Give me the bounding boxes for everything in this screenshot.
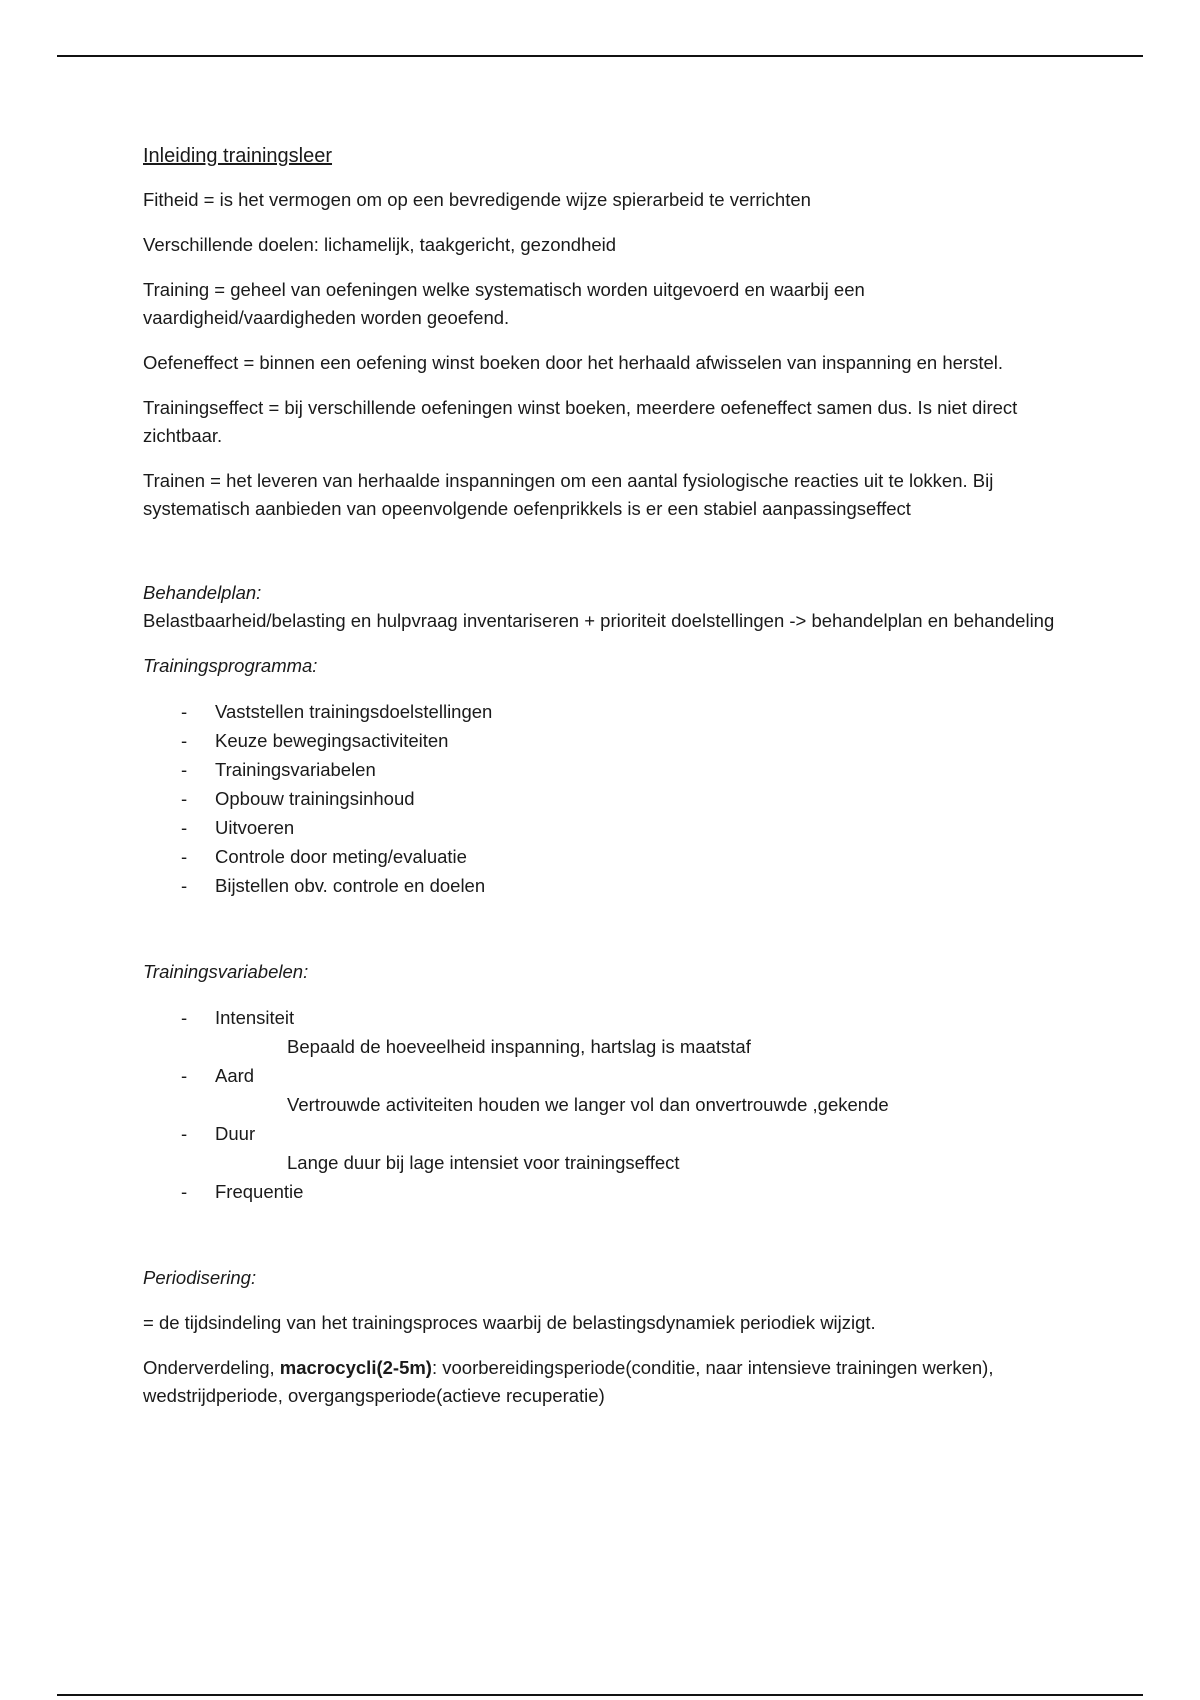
list-item: - Trainingsvariabelen xyxy=(181,755,1063,784)
trainingsvariabelen-list xyxy=(143,1003,1063,1206)
onderverdeling-bold: macrocycli(2-5m) xyxy=(279,1357,432,1378)
intro-trainen: Trainen = het leveren van herhaalde inspanningen om een aantal fysiologische reacties uit te lokken. Bij systematisch aanbieden van opeenvolgende oefenprikkels is er een stabiel aanpassingseffect xyxy=(143,470,994,519)
onderverdeling-prefix: Onderverdeling, xyxy=(143,1357,280,1378)
variabele-name: Intensiteit xyxy=(215,1007,295,1028)
trainingsprogramma-list xyxy=(143,697,1063,900)
variabele-description: Vertrouwde activiteiten houden we langer vol dan onvertrouwde ,gekende xyxy=(287,1094,889,1115)
variabele-description: Lange duur bij lage intensiet voor trainingseffect xyxy=(287,1152,680,1173)
variabele-name: Duur xyxy=(215,1123,256,1144)
footer-rule xyxy=(57,1694,1143,1696)
list-item xyxy=(181,1003,1063,1061)
header-rule xyxy=(57,55,1143,57)
list-item xyxy=(181,1177,1063,1206)
variabele-name: Aard xyxy=(215,1065,255,1086)
onderverdeling-rest: : voorbereidingsperiode(conditie, naar intensieve trainingen werken), wedstrijdperiode, overgangsperiode(actieve recuperatie) xyxy=(143,1357,994,1406)
list-item: - Vaststellen trainingsdoelstellingen xyxy=(181,697,1063,726)
behandelplan-text: Belastbaarheid/belasting en hulpvraag inventariseren + prioriteit doelstellingen -> behandelplan en behandeling xyxy=(143,610,1055,631)
list-item xyxy=(181,1119,1063,1177)
periodisering-heading: Periodisering: xyxy=(143,1267,257,1288)
intro-oefeneffect: Oefeneffect = binnen een oefening winst boeken door het herhaald afwisselen van inspanning en herstel. xyxy=(143,352,1004,373)
intro-fitheid: Fitheid = is het vermogen om op een bevredigende wijze spierarbeid te verrichten xyxy=(143,189,811,210)
variabele-name: Frequentie xyxy=(215,1181,304,1202)
list-item: - Bijstellen obv. controle en doelen xyxy=(181,871,1063,900)
variabele-description: Bepaald de hoeveelheid inspanning, hartslag is maatstaf xyxy=(287,1036,751,1057)
list-item xyxy=(181,1061,1063,1119)
list-item: - Keuze bewegingsactiviteiten xyxy=(181,726,1063,755)
document-title: Inleiding trainingsleer xyxy=(143,145,333,167)
trainingsvariabelen-heading: Trainingsvariabelen: xyxy=(143,961,309,982)
trainingsprogramma-heading: Trainingsprogramma: xyxy=(143,655,318,676)
intro-doelen: Verschillende doelen: lichamelijk, taakgericht, gezondheid xyxy=(143,234,617,255)
list-item: - Uitvoeren xyxy=(181,813,1063,842)
list-item: - Opbouw trainingsinhoud xyxy=(181,784,1063,813)
list-item: - Controle door meting/evaluatie xyxy=(181,842,1063,871)
behandelplan-heading: Behandelplan: xyxy=(143,582,262,603)
periodisering-definition: = de tijdsindeling van het trainingsproces waarbij de belastingsdynamiek periodiek wijzigt. xyxy=(143,1312,876,1333)
document-body xyxy=(143,140,1063,1427)
intro-trainingseffect: Trainingseffect = bij verschillende oefeningen winst boeken, meerdere oefeneffect samen dus. Is niet direct zichtbaar. xyxy=(143,397,1018,446)
intro-training: Training = geheel van oefeningen welke systematisch worden uitgevoerd en waarbij een vaardigheid/vaardigheden worden geoefend. xyxy=(143,279,865,328)
periodisering-onderverdeling xyxy=(143,1354,1063,1410)
